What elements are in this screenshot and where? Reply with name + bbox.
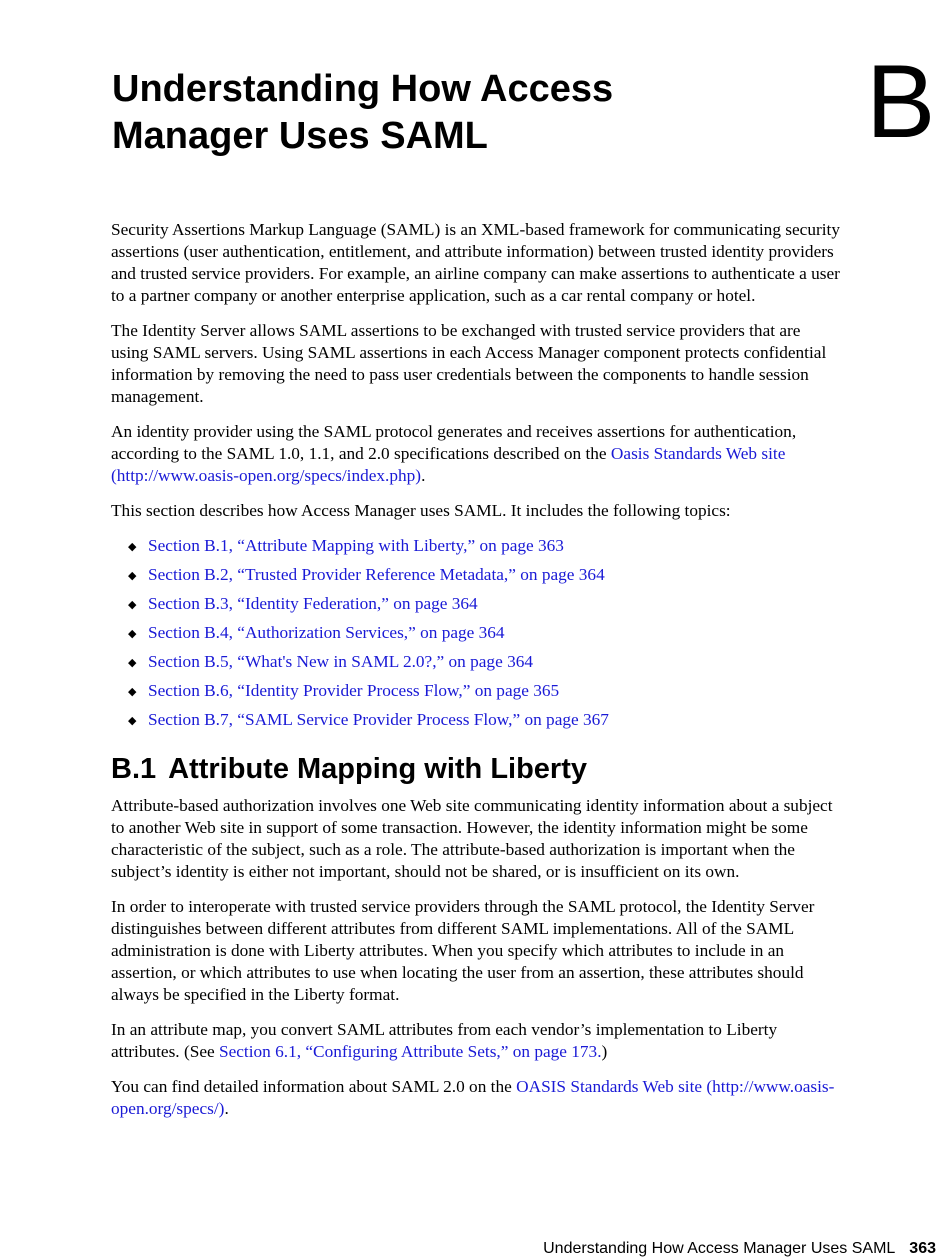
attribute-sets-link[interactable]: Section 6.1, “Configuring Attribute Sets,” on page 173. <box>218 1042 602 1061</box>
intro-paragraph: Security Assertions Markup Language (SAML) is an XML-based framework for communicating security assertions (user authentication, entitlement, and attribute information) between trusted identity providers and trusted service providers. For example, an airline company can make assertions to authenticate a user to a partner company or another enterprise application, such as a car rental company or hotel. <box>111 220 840 305</box>
topics-list <box>111 535 841 738</box>
diamond-bullet-icon: ◆ <box>128 714 137 727</box>
topic-link-b7[interactable]: Section B.7, “SAML Service Provider Process Flow,” on page 367 <box>148 710 609 729</box>
list-item <box>111 622 841 651</box>
section-heading <box>111 747 841 787</box>
page-footer <box>543 1239 936 1259</box>
topic-link-b6[interactable]: Section B.6, “Identity Provider Process Flow,” on page 365 <box>148 681 560 700</box>
diamond-bullet-icon: ◆ <box>128 540 137 553</box>
diamond-bullet-icon: ◆ <box>128 685 137 698</box>
oasis-standards-link[interactable]: Oasis Standards Web site (http://www.oasis-open.org/specs/index.php) <box>111 444 786 485</box>
list-item <box>111 535 841 564</box>
topic-link-b3[interactable]: Section B.3, “Identity Federation,” on page 364 <box>148 594 478 613</box>
topic-link-b2[interactable]: Section B.2, “Trusted Provider Reference Metadata,” on page 364 <box>148 565 605 584</box>
diamond-bullet-icon: ◆ <box>128 598 137 611</box>
section-number: B.1 <box>111 753 157 785</box>
list-item <box>111 651 841 680</box>
paragraph-text: . <box>421 466 426 485</box>
paragraph-text: An identity provider using the SAML protocol generates and receives assertions for authentication, according to the SAML 1.0, 1.1, and 2.0 specifications described on the <box>111 422 797 463</box>
diamond-bullet-icon: ◆ <box>128 569 137 582</box>
chapter-title <box>112 66 732 160</box>
topic-link-b1[interactable]: Section B.1, “Attribute Mapping with Liberty,” on page 363 <box>148 536 564 555</box>
diamond-bullet-icon: ◆ <box>128 627 137 640</box>
saml-info-paragraph <box>111 1076 841 1120</box>
section-title: Attribute Mapping with Liberty <box>168 753 587 785</box>
chapter-title-line-2: Manager Uses SAML <box>112 115 488 157</box>
page-body <box>111 219 841 1133</box>
page-number: 363 <box>909 1240 936 1257</box>
chapter-title-line-1: Understanding How Access <box>112 68 614 110</box>
attribute-authorization-paragraph: Attribute-based authorization involves one Web site communicating identity information about a subject to another Web site in support of some transaction. However, the identity information might be some characteristic of the subject, such as a role. The attribute-based authorization is important when the subject’s identity is either not important, should not be shared, or is insufficient on its own. <box>111 796 833 881</box>
chapter-letter: B <box>866 44 936 160</box>
attribute-map-paragraph <box>111 1019 841 1063</box>
footer-title: Understanding How Access Manager Uses SAML <box>543 1240 896 1257</box>
interoperate-paragraph: In order to interoperate with trusted service providers through the SAML protocol, the Identity Server distinguishes between different attributes from different SAML implementations. All of the SAML administration is done with Liberty attributes. When you specify which attributes to include in an assertion, or which attributes to use when locating the user from an assertion, these attributes should always be specified in the Liberty format. <box>111 897 815 1004</box>
paragraph-text: You can find detailed information about SAML 2.0 on the <box>111 1077 517 1096</box>
paragraph-text: . <box>224 1099 229 1118</box>
topics-intro-paragraph: This section describes how Access Manager uses SAML. It includes the following topics: <box>111 501 731 520</box>
list-item <box>111 709 841 738</box>
oasis-specs-link[interactable]: OASIS Standards Web site (http://www.oasis-open.org/specs/) <box>111 1077 835 1118</box>
diamond-bullet-icon: ◆ <box>128 656 137 669</box>
paragraph-text: In an attribute map, you convert SAML attributes from each vendor’s implementation to Liberty attributes. (See <box>111 1020 778 1061</box>
list-item <box>111 680 841 709</box>
identity-provider-paragraph <box>111 421 841 487</box>
list-item <box>111 564 841 593</box>
topic-link-b5[interactable]: Section B.5, “What's New in SAML 2.0?,” on page 364 <box>148 652 533 671</box>
topic-link-b4[interactable]: Section B.4, “Authorization Services,” on page 364 <box>148 623 505 642</box>
paragraph-text: ) <box>601 1042 608 1061</box>
list-item <box>111 593 841 622</box>
identity-server-paragraph: The Identity Server allows SAML assertions to be exchanged with trusted service providers that are using SAML servers. Using SAML assertions in each Access Manager component protects confidential information by removing the need to pass user credentials between the components to handle session management. <box>111 321 827 406</box>
